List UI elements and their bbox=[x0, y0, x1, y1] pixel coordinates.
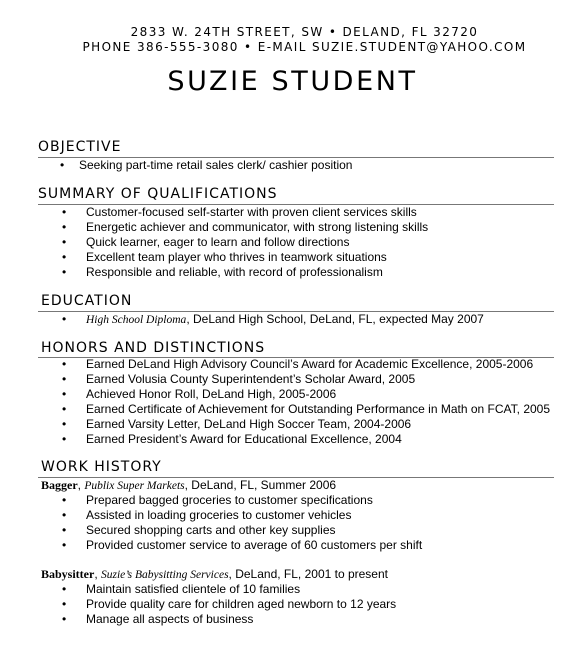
job-details: , DeLand, FL, Summer 2006 bbox=[184, 478, 337, 492]
job-title: Bagger bbox=[41, 478, 78, 492]
contact-phone-email: PHONE 386-555-3080 • E-MAIL SUZIE.STUDENT@YAHOO.COM bbox=[82, 40, 527, 54]
applicant-name: SUZIE STUDENT bbox=[167, 66, 418, 97]
education-heading: EDUCATION bbox=[41, 293, 133, 309]
job-employer: Suzie’s Babysitting Services bbox=[101, 569, 229, 581]
job-title-line: Bagger, Publix Super Markets, DeLand, FL, Summer 2006 bbox=[41, 478, 337, 492]
objective-heading: OBJECTIVE bbox=[38, 139, 122, 155]
qualifications-heading: SUMMARY OF QUALIFICATIONS bbox=[38, 186, 278, 202]
job-title-line: Babysitter, Suzie’s Babysitting Services, DeLand, FL, 2001 to present bbox=[41, 567, 388, 581]
job-employer: Publix Super Markets bbox=[84, 480, 185, 492]
work-heading: WORK HISTORY bbox=[41, 459, 162, 475]
contact-address: 2833 W. 24TH STREET, SW • DELAND, FL 32720 bbox=[130, 25, 479, 39]
education-details: , DeLand High School, DeLand, FL, expected May 2007 bbox=[186, 312, 484, 326]
honors-heading: HONORS AND DISTINCTIONS bbox=[41, 340, 266, 356]
resume-page: 2833 W. 24TH STREET, SW • DELAND, FL 32720 PHONE 386-555-3080 • E-MAIL SUZIE.STUDENT@YAHOO.COM SUZIE STUDENT OBJECTIVE • Seeking part-time retail sales clerk/ cashier position SUMMARY OF QUALIFICATIONS • Customer-focused self-starter with proven client services skills • Energetic achiever and communicator, with strong listening skills • Quick learner, eager to learn and follow directions • Excellent team player who thrives in teamwork situations • Responsible and reliable, with record of professionalism EDUCATION • High School Diploma, DeLand High School, DeLand, FL, expected May 2007 HONORS AND DISTINCTIONS • Earned DeLand High Advisory Council’s Award for Academic Excellence, 2005-2006 • Earned Volusia County Superintendent’s Scholar Award, 2005 • Achieved Honor Roll, DeLand High, 2005-2006 • Earned Certificate of Achievement for Outstanding Performance in Math on FCAT, 2005 • Earned Varsity Letter, DeLand High Soccer Team, 2004-2006 • Earned President’s Award for Educational Excellence, 2004 WORK HISTORY Bagger, Publix Super Markets, DeLand, FL, Summer 2006 • Prepared bagged groceries to customer specifications • Assisted in loading groceries to customer vehicles • Secured shopping carts and other key supplies • Provided customer service to average of 60 customers per shift Babysitter, Suzie’s Babysitting Services, DeLand, FL, 2001 to present • Maintain satisfied clientele of 10 families • Provide quality care for children aged newborn to 12 years • Manage all aspects of business bbox=[0, 0, 585, 650]
diploma-type: High School Diploma bbox=[86, 314, 187, 326]
job-details: , DeLand, FL, 2001 to present bbox=[228, 567, 388, 581]
job-title: Babysitter bbox=[41, 567, 95, 581]
